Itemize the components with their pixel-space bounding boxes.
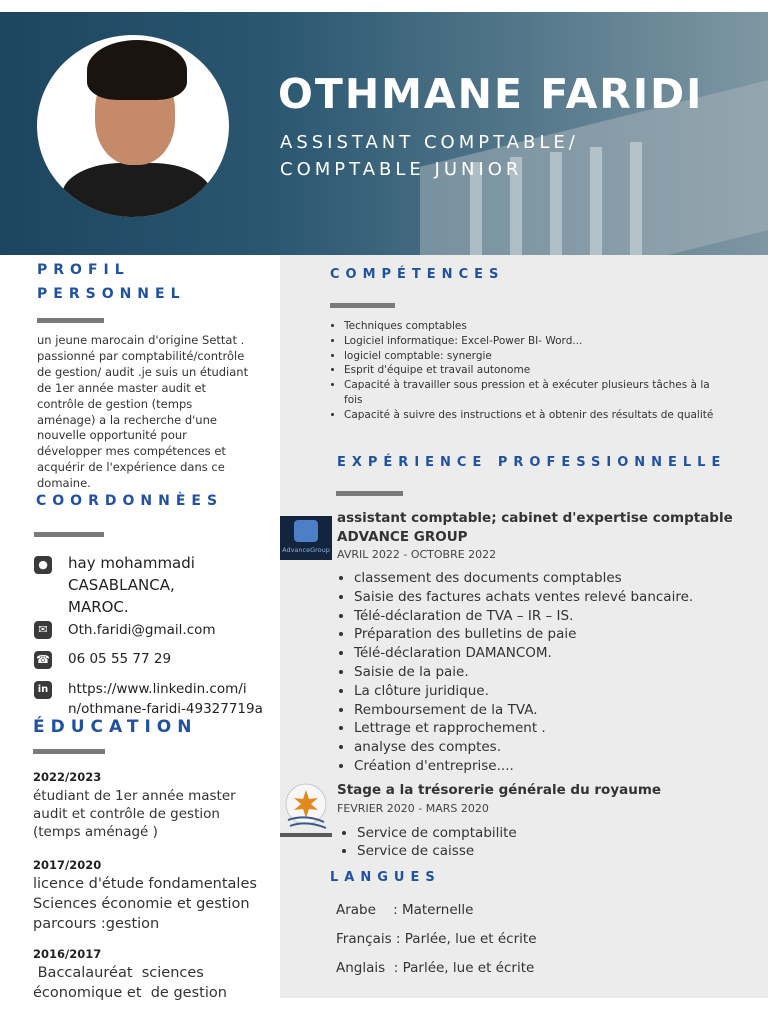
address-line2: CASABLANCA, xyxy=(68,576,175,594)
job1-task: • classement des documents comptables xyxy=(354,569,754,588)
profil-text: un jeune marocain d'origine Settat . passionné par comptabilité/contrôle de gestion/ audit .je suis un étudiant de 1er année master audit et contrôle de gestion (temps aménage) a la recherche d'une nouvelle opportunité pour développer mes compétences et acquérir de l'expérience dans ce domaine. xyxy=(37,333,249,491)
job1-task: • Lettrage et rapprochement . xyxy=(354,719,754,738)
competences-divider xyxy=(330,303,395,308)
coordonnees-divider xyxy=(34,532,104,537)
job2-title: Stage a la trésorerie générale du royaume xyxy=(337,782,662,798)
langue-arabe: Arabe : Maternelle xyxy=(336,902,474,918)
job1-task: • Préparation des bulletins de paie xyxy=(354,625,754,644)
langue-anglais: Anglais : Parlée, lue et écrite xyxy=(336,960,535,976)
candidate-name: OTHMANE FARIDI xyxy=(278,70,704,118)
job1-task: • analyse des comptes. xyxy=(354,738,754,757)
email-link[interactable]: Oth.faridi@gmail.com xyxy=(68,622,216,638)
education-year: 2022/2023 xyxy=(33,770,102,784)
education-year: 2016/2017 xyxy=(33,947,102,961)
job2-task: • Service de comptabilite xyxy=(357,825,737,843)
job1-date: AVRIL 2022 - OCTOBRE 2022 xyxy=(337,548,497,561)
job1-task: • Saisie des factures achats ventes relevé bancaire. xyxy=(354,588,754,607)
job1-task: • La clôture juridique. xyxy=(354,682,754,701)
advance-group-logo xyxy=(280,516,332,560)
job-title-line2: COMPTABLE JUNIOR xyxy=(280,159,523,180)
advance-group-logo-text: AdvanceGroup xyxy=(282,546,330,554)
job1-title-line1: assistant comptable; cabinet d'expertise comptable xyxy=(337,510,733,526)
photo-shirt xyxy=(62,163,212,217)
education-desc: licence d'étude fondamentales Sciences économie et gestion parcours :gestion xyxy=(33,876,257,932)
education-desc: Baccalauréat sciences économique et de gestion xyxy=(33,965,227,1001)
competence-item: • Capacité à suivre des instructions et à obtenir des résultats de qualité xyxy=(344,408,729,423)
job2-tasks xyxy=(339,825,737,860)
profile-photo xyxy=(37,35,229,217)
langue-francais: Français : Parlée, lue et écrite xyxy=(336,931,537,947)
photo-hair xyxy=(87,40,187,100)
profil-divider xyxy=(37,318,104,323)
job1-task: • Saisie de la paie. xyxy=(354,663,754,682)
job2-date: FEVRIER 2020 - MARS 2020 xyxy=(337,802,489,815)
education-year: 2017/2020 xyxy=(33,858,102,872)
education-title: ÉDUCATION xyxy=(33,717,198,737)
profil-title-line1: PROFIL xyxy=(37,262,130,278)
education-divider xyxy=(33,749,105,754)
location-icon: ● xyxy=(34,556,52,574)
job1-tasks xyxy=(336,569,754,776)
competences-list xyxy=(330,319,729,423)
competence-item: • Esprit d'équipe et travail autonome xyxy=(344,363,729,378)
job1-task: • Télé-déclaration DAMANCOM. xyxy=(354,644,754,663)
competence-item: • Capacité à travailler sous pression et à exécuter plusieurs tâches à la fois xyxy=(344,378,729,408)
mail-icon: ✉ xyxy=(34,621,52,639)
job1-title-line2: ADVANCE GROUP xyxy=(337,529,468,545)
phone-number: 06 05 55 77 29 xyxy=(68,651,172,667)
tresorerie-logo-icon xyxy=(278,780,334,842)
tresorerie-logo xyxy=(278,780,334,842)
address-line3: MAROC. xyxy=(68,598,129,616)
linkedin-icon: in xyxy=(34,681,52,699)
education-desc: étudiant de 1er année master audit et contrôle de gestion (temps aménagé ) xyxy=(33,788,236,840)
linkedin-link-line1[interactable]: https://www.linkedin.com/i xyxy=(68,681,247,697)
job-title-line1: ASSISTANT COMPTABLE/ xyxy=(280,132,579,153)
linkedin-link-line2[interactable]: n/othmane-faridi-49327719a xyxy=(68,701,263,717)
building-column xyxy=(550,152,562,255)
competences-title: COMPÉTENCES xyxy=(330,267,505,282)
experience-title: EXPÉRIENCE PROFESSIONNELLE xyxy=(337,455,727,470)
building-column xyxy=(630,142,642,255)
competence-item: • Logiciel informatique: Excel-Power BI- Word... xyxy=(344,334,729,349)
job2-task: • Service de caisse xyxy=(357,843,737,861)
job1-task: • Télé-déclaration de TVA – IR – IS. xyxy=(354,607,754,626)
building-column xyxy=(590,147,602,255)
competence-item: • logiciel comptable: synergie xyxy=(344,349,729,364)
langues-title: LANGUES xyxy=(330,870,441,885)
coordonnees-title: COORDONNÈES xyxy=(36,493,224,509)
job1-task: • Remboursement de la TVA. xyxy=(354,701,754,720)
job1-task: • Création d'entreprise.... xyxy=(354,757,754,776)
address-line1: hay mohammadi xyxy=(68,554,195,572)
advance-group-logo-mark xyxy=(294,520,318,542)
profil-title-line2: PERSONNEL xyxy=(37,286,186,302)
competence-item: • Techniques comptables xyxy=(344,319,729,334)
phone-icon: ☎ xyxy=(34,651,52,669)
experience-divider xyxy=(336,491,403,496)
